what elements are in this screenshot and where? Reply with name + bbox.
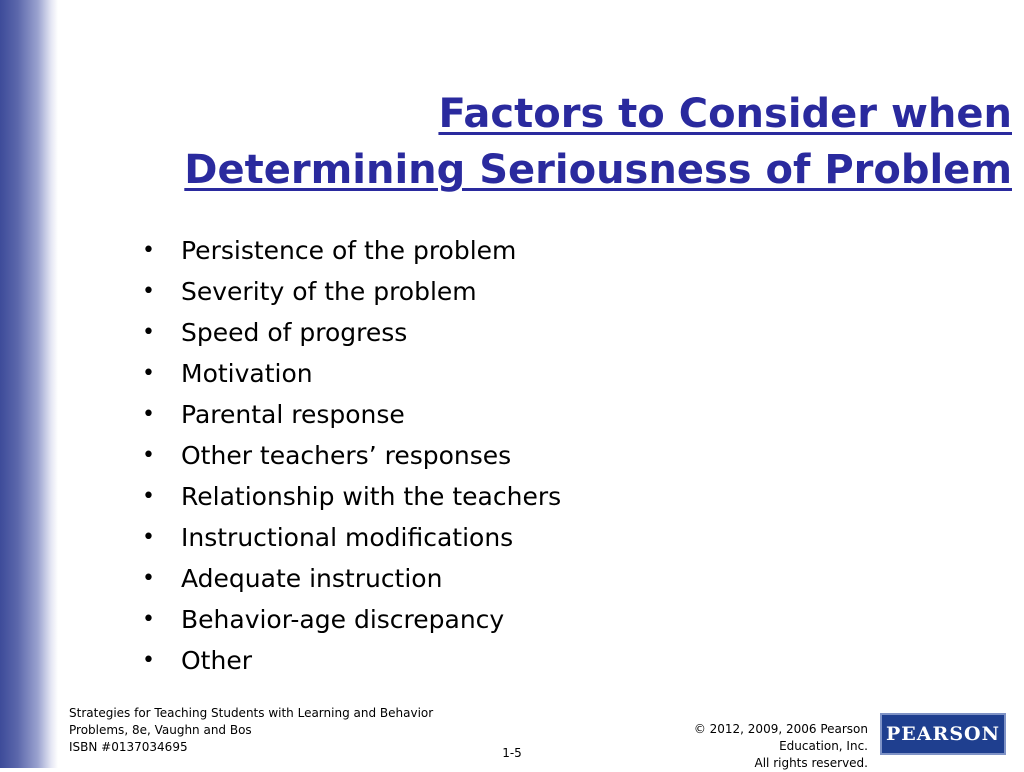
left-gradient-bar: [0, 0, 58, 768]
copyright-line: Education, Inc.: [779, 739, 868, 753]
list-item: [140, 312, 561, 353]
list-item-text: Other teachers’ responses: [181, 441, 512, 470]
slide-title: [120, 86, 1012, 198]
copyright-line: © 2012, 2009, 2006 Pearson: [693, 722, 868, 736]
bullet-icon: •: [142, 647, 155, 673]
title-line-1: Factors to Consider when: [438, 91, 1012, 137]
logo-text: PEARSON: [886, 723, 1000, 745]
list-item-text: Behavior-age discrepancy: [181, 605, 505, 634]
copyright-line: All rights reserved.: [754, 756, 868, 770]
list-item-text: Parental response: [181, 400, 405, 429]
list-item-text: Motivation: [181, 359, 313, 388]
bullet-icon: •: [142, 278, 155, 304]
bullet-icon: •: [142, 360, 155, 386]
list-item: [140, 476, 561, 517]
page-number: 1-5: [502, 746, 522, 760]
footer-citation: [69, 705, 489, 756]
list-item: [140, 271, 561, 312]
list-item: [140, 394, 561, 435]
pearson-logo: [880, 713, 1006, 755]
list-item-text: Persistence of the problem: [181, 236, 517, 265]
footer-citation-line: Problems, 8e, Vaughn and Bos: [69, 723, 252, 737]
list-item: [140, 599, 561, 640]
bullet-icon: •: [142, 442, 155, 468]
list-item: [140, 230, 561, 271]
bullet-icon: •: [142, 237, 155, 263]
list-item-text: Instructional modifications: [181, 523, 514, 552]
bullet-icon: •: [142, 524, 155, 550]
list-item: [140, 353, 561, 394]
bullet-icon: •: [142, 483, 155, 509]
footer-copyright: [608, 721, 868, 772]
footer-citation-line: ISBN #0137034695: [69, 740, 188, 754]
footer-citation-line: Strategies for Teaching Students with Learning and Behavior: [69, 706, 434, 720]
list-item-text: Adequate instruction: [181, 564, 443, 593]
list-item-text: Relationship with the teachers: [181, 482, 562, 511]
bullet-list: [140, 230, 561, 681]
bullet-icon: •: [142, 401, 155, 427]
bullet-icon: •: [142, 606, 155, 632]
list-item: [140, 640, 561, 681]
list-item: [140, 558, 561, 599]
bullet-icon: •: [142, 319, 155, 345]
list-item: [140, 517, 561, 558]
title-line-2: Determining Seriousness of Problem: [184, 147, 1012, 193]
list-item-text: Speed of progress: [181, 318, 408, 347]
list-item: [140, 435, 561, 476]
list-item-text: Other: [181, 646, 252, 675]
list-item-text: Severity of the problem: [181, 277, 477, 306]
bullet-icon: •: [142, 565, 155, 591]
